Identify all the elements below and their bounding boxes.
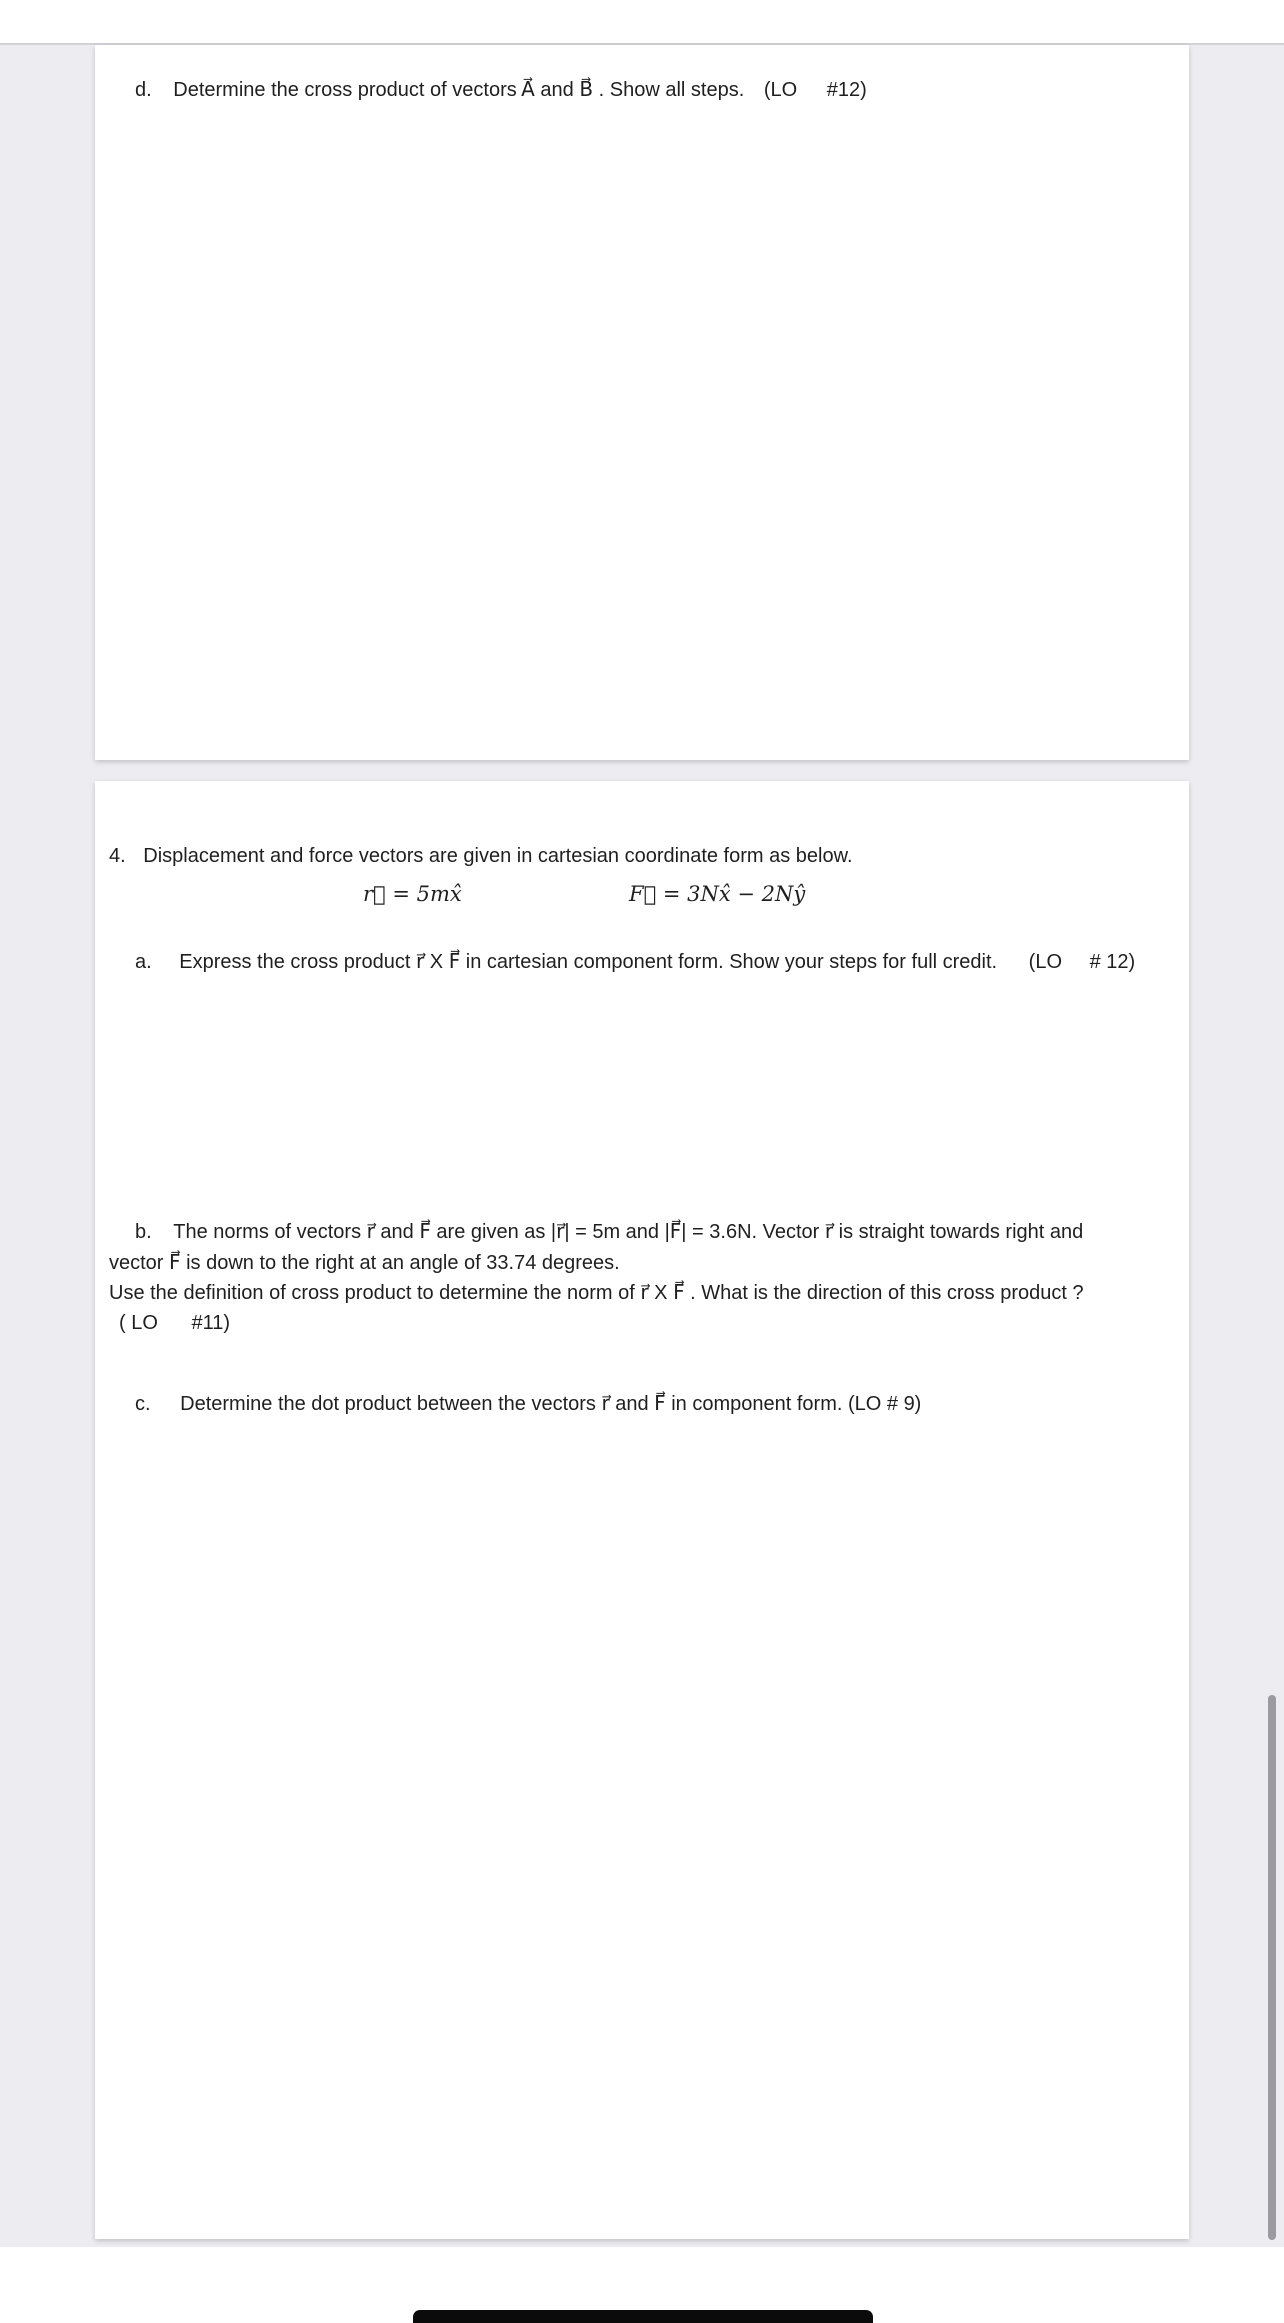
question-4c-text: Determine the dot product between the vectors r⃗ and F⃗ in component form. (LO # 9) <box>180 1393 922 1415</box>
vertical-scrollbar[interactable] <box>1268 1695 1276 2240</box>
question-4a-lo: (LO <box>1028 951 1063 973</box>
question-3d-text: Determine the cross product of vectors A⃗ and B⃗ . Show all steps. <box>173 79 745 101</box>
question-4b-text-1: The norms of vectors r⃗ and F⃗ are given as |r⃗| = 5m and |F⃗| = 3.6N. Vector r⃗ is straight towards right and <box>173 1221 1084 1243</box>
page-2 <box>95 781 1189 2239</box>
question-4b-lo <box>119 1310 230 1336</box>
document-viewer[interactable] <box>0 45 1284 2247</box>
question-4a-text: Express the cross product r⃗ X F⃗ in cartesian component form. Show your steps for full credit. <box>179 951 998 973</box>
question-3d <box>135 77 867 103</box>
question-3d-lo-number: #12) <box>826 79 867 101</box>
question-4a-lo-number: # 12) <box>1089 951 1136 973</box>
force-equation: F⃗ = 3Nx̂ − 2Nŷ <box>629 882 806 906</box>
question-4b-label: b. <box>135 1221 152 1243</box>
question-4b-line-3: Use the definition of cross product to determine the norm of r⃗ X F⃗ . What is the direction of this cross product ? <box>109 1282 1084 1304</box>
question-4c <box>135 1391 921 1417</box>
question-4b-lo-number: #11) <box>191 1312 231 1334</box>
question-3d-lo: (LO <box>763 79 798 101</box>
top-bar <box>0 0 1284 45</box>
displacement-equation: r⃗ = 5mx̂ <box>363 882 462 906</box>
question-4-text: Displacement and force vectors are given in cartesian coordinate form as below. <box>143 845 853 867</box>
question-4a <box>135 949 1135 975</box>
question-4b-lo-label: ( LO <box>119 1312 158 1334</box>
question-4-intro <box>109 843 853 869</box>
home-indicator[interactable] <box>413 2310 873 2323</box>
question-4c-label: c. <box>135 1393 151 1415</box>
question-4b-line-1 <box>135 1219 1083 1245</box>
question-4-number: 4. <box>109 845 126 867</box>
question-4a-label: a. <box>135 951 152 973</box>
question-4b-line-2: vector F⃗ is down to the right at an angle of 33.74 degrees. <box>109 1252 620 1274</box>
question-3d-label: d. <box>135 79 152 101</box>
page-1 <box>95 45 1189 760</box>
